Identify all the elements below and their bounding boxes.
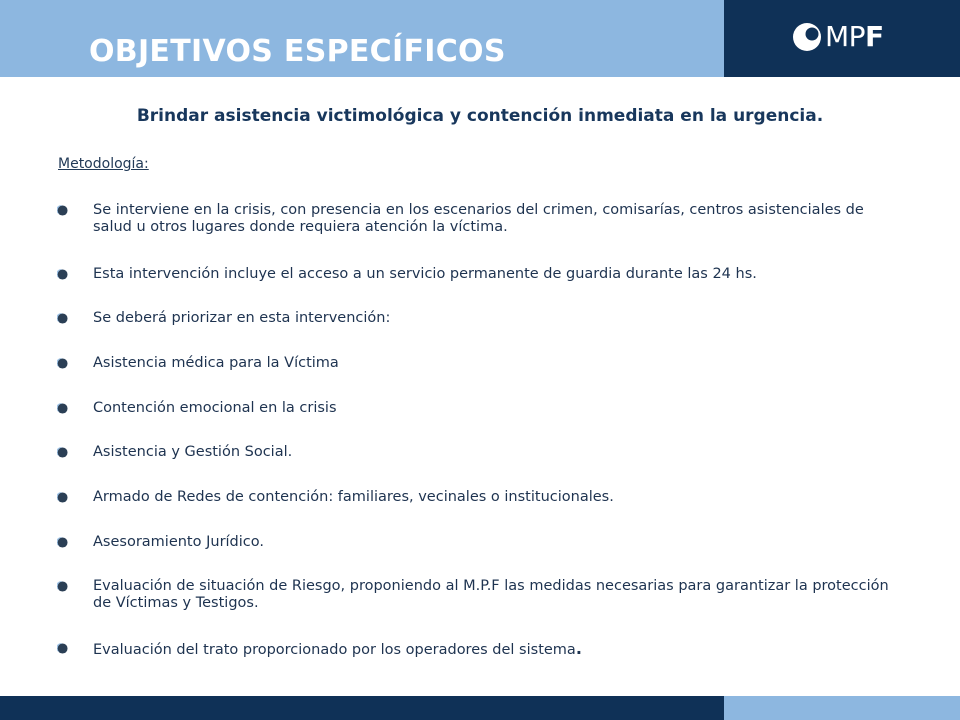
logo-text: MPF (825, 20, 884, 53)
bullet-text: Contención emocional en la crisis (93, 400, 337, 416)
footer-bar-light (724, 696, 960, 720)
bullet-item (57, 400, 907, 417)
bullet-icon (57, 269, 68, 280)
bullet-text: Esta intervención incluye el acceso a un servicio permanente de guardia durante las 24 hs. (93, 266, 757, 282)
bullet-item (57, 202, 907, 236)
bullet-icon (57, 403, 68, 414)
bullet-icon (57, 447, 68, 458)
bullet-icon (57, 537, 68, 548)
bullet-icon (57, 581, 68, 592)
mpf-logo-icon (792, 22, 822, 52)
bullet-item (57, 489, 907, 506)
bullet-item (57, 310, 907, 327)
methodology-label: Metodología: (58, 156, 149, 172)
bullet-text: Asistencia médica para la Víctima (93, 355, 339, 371)
bullet-item (57, 444, 907, 461)
footer-bar-dark (0, 696, 724, 720)
bullet-text: Armado de Redes de contención: familiares, vecinales o institucionales. (93, 489, 614, 505)
bullet-item (57, 640, 907, 659)
bullet-text: Evaluación de situación de Riesgo, proponiendo al M.P.F las medidas necesarias para garantizar la protección de Víctimas y Testigos. (93, 578, 889, 611)
bullet-text: Se interviene en la crisis, con presencia en los escenarios del crimen, comisarías, centros asistenciales de salud u otros lugares donde requiera atención la víctima. (93, 202, 864, 235)
slide-title: OBJETIVOS ESPECÍFICOS (89, 34, 506, 69)
bullet-item (57, 355, 907, 372)
bullet-icon (57, 358, 68, 369)
objective-subtitle: Brindar asistencia victimológica y contención inmediata en la urgencia. (136, 106, 824, 126)
bullet-text: Asesoramiento Jurídico. (93, 534, 264, 550)
bullet-item (57, 266, 907, 283)
bullet-icon (57, 313, 68, 324)
bullet-text: Evaluación del trato proporcionado por los operadores del sistema. (93, 639, 582, 658)
bullet-icon (57, 205, 68, 216)
bullet-icon (57, 643, 68, 654)
bullet-item (57, 534, 907, 551)
mpf-logo (792, 19, 884, 55)
bullet-item (57, 578, 907, 612)
bullet-text: Se deberá priorizar en esta intervención: (93, 310, 391, 326)
bullet-text: Asistencia y Gestión Social. (93, 444, 293, 460)
bullet-icon (57, 492, 68, 503)
